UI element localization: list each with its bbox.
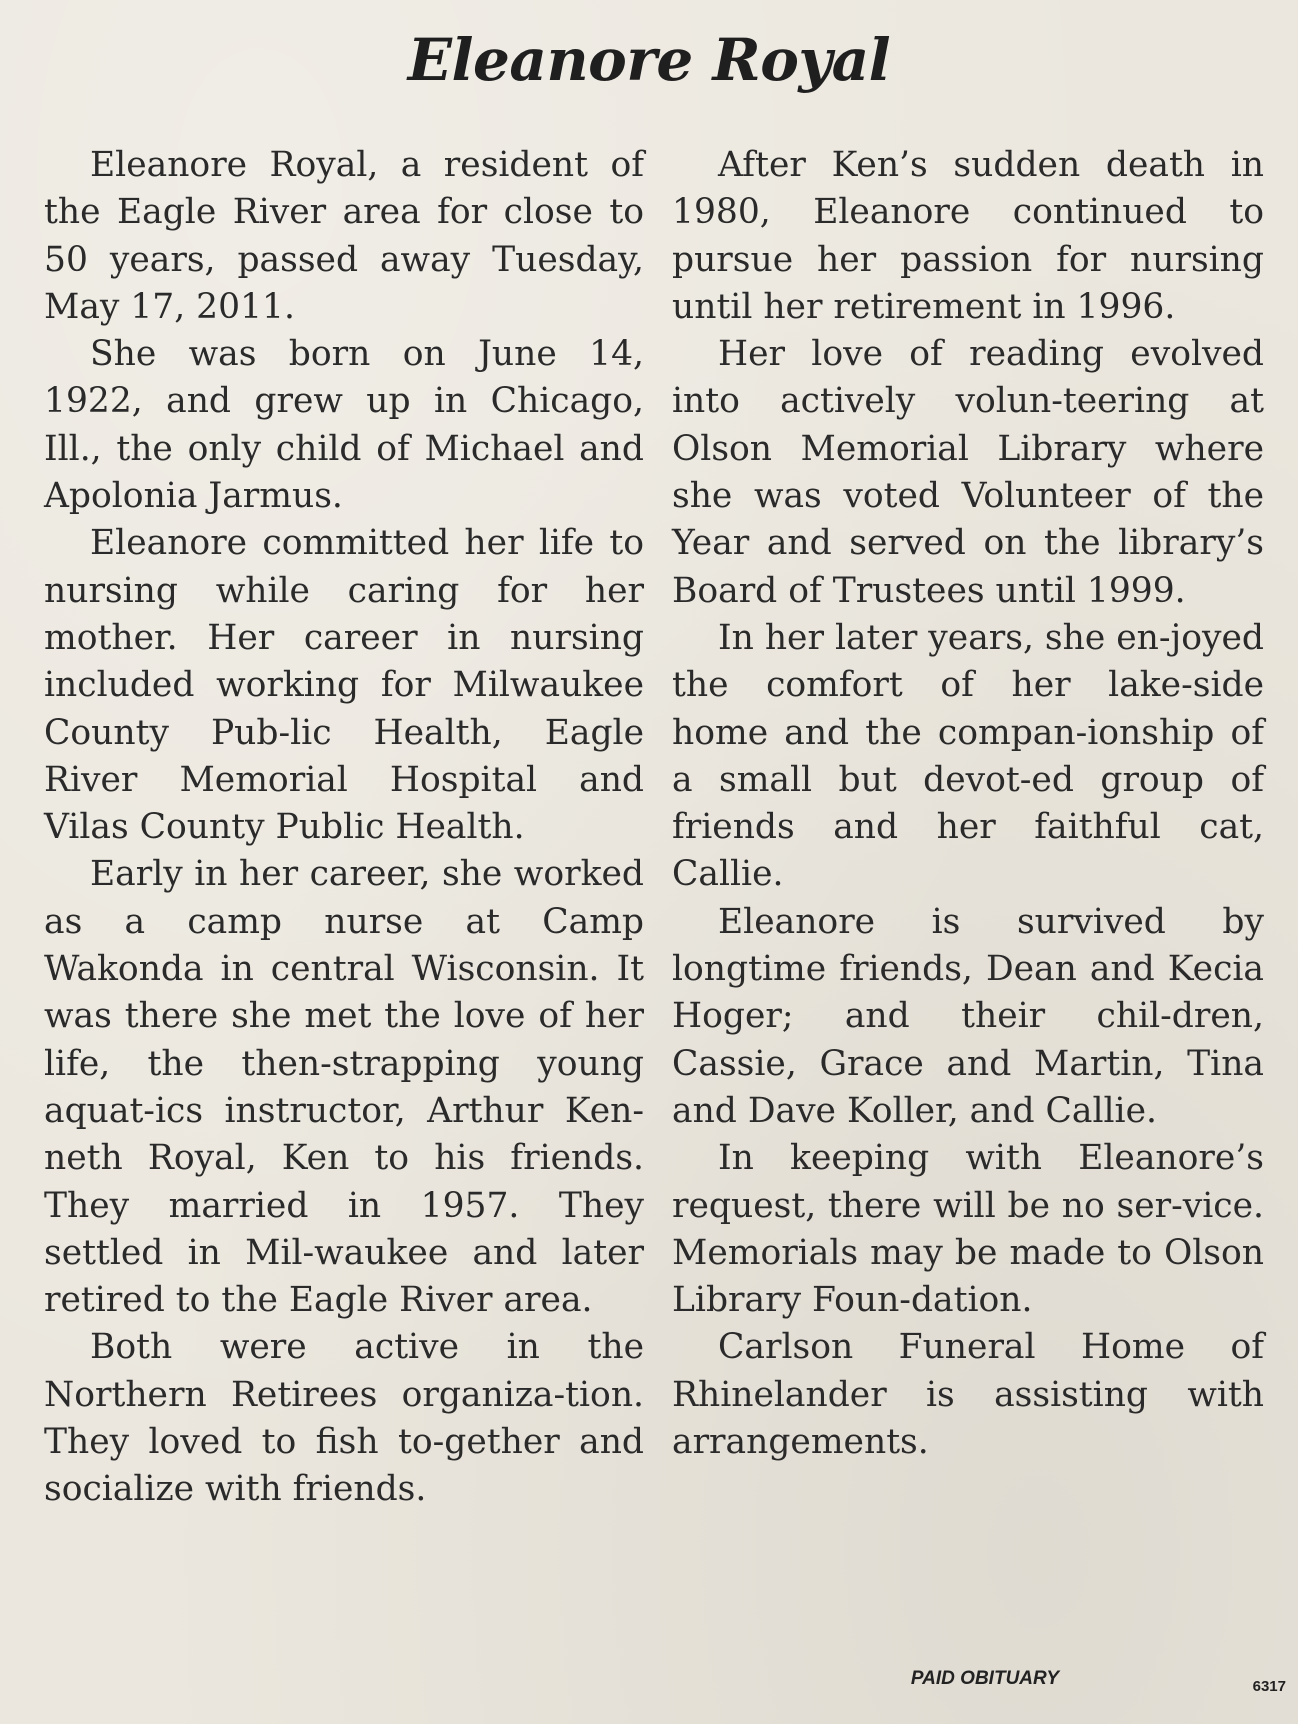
ad-code: 6317 bbox=[1252, 1678, 1286, 1695]
paragraph: Both were active in the Northern Retirees organiza-tion. They loved to fish to-gether and socialize with friends. bbox=[44, 1327, 644, 1510]
paragraph: She was born on June 14, 1922, and grew up in Chicago, Ill., the only child of Michael and Apolonia Jarmus. bbox=[44, 334, 644, 517]
paragraph: Eleanore is survived by longtime friends, Dean and Kecia Hoger; and their chil-dren, Cassie, Grace and Martin, Tina and Dave Koller, and Callie. bbox=[672, 901, 1264, 1131]
paragraph: Her love of reading evolved into actively volun-teering at Olson Memorial Library where she was voted Volunteer of the Year and served on the library’s Board of Trustees until 1999. bbox=[672, 334, 1264, 611]
paragraph: In keeping with Eleanore’s request, there will be no ser-vice. Memorials may be made to Olson Library Foun-dation. bbox=[672, 1138, 1264, 1321]
paragraph: In her later years, she en-joyed the comfort of her lake-side home and the compan-ionship of a small but devot-ed group of friends and her faithful cat, Callie. bbox=[672, 617, 1264, 895]
obituary-title: Eleanore Royal bbox=[407, 26, 891, 94]
paragraph: Carlson Funeral Home of Rhinelander is assisting with arrangements. bbox=[672, 1327, 1264, 1463]
right-column bbox=[672, 142, 1264, 1466]
paragraph: After Ken’s sudden death in 1980, Eleanore continued to pursue her passion for nursing until her retirement in 1996. bbox=[672, 145, 1264, 327]
left-column bbox=[44, 142, 644, 1514]
paragraph: Eleanore Royal, a resident of the Eagle River area for close to 50 years, passed away Tuesday, May 17, 2011. bbox=[44, 145, 644, 327]
paragraph: Eleanore committed her life to nursing while caring for her mother. Her career in nursing included working for Milwaukee County Pub-lic Health, Eagle River Memorial Hospital and Vilas County Public Health. bbox=[44, 523, 644, 848]
paid-obituary-label: PAID OBITUARY bbox=[910, 1668, 1060, 1689]
paragraph: Early in her career, she worked as a camp nurse at Camp Wakonda in central Wisconsin. It was there she met the love of her life, the then-strapping young aquat-ics instructor, Arthur Ken-neth Royal, Ken to his friends. They married in 1957. They settled in Mil-waukee and later retired to the Eagle River area. bbox=[44, 854, 644, 1321]
